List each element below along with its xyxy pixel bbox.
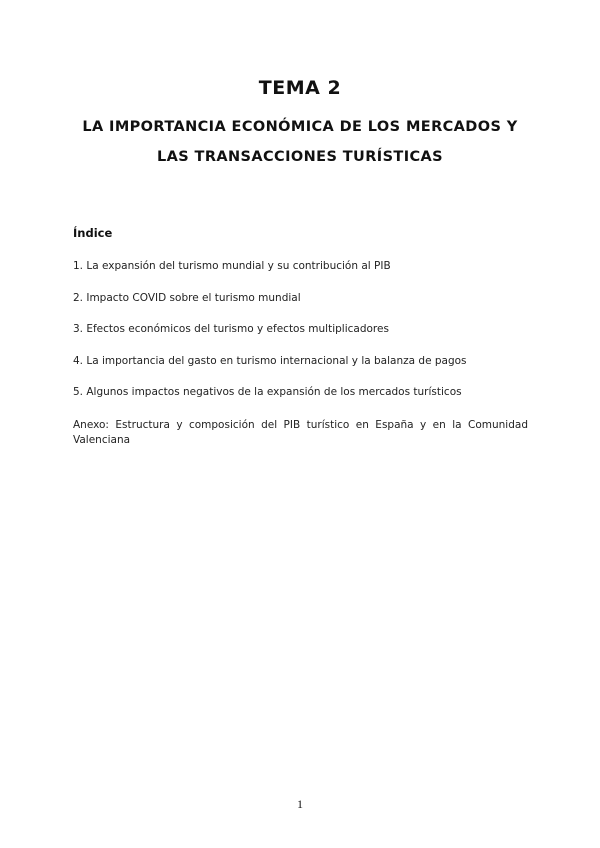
toc-item-2: 2. Impacto COVID sobre el turismo mundial	[73, 291, 301, 304]
chapter-subtitle	[0, 112, 600, 172]
table-of-contents	[73, 258, 528, 416]
subtitle-line-1: LA IMPORTANCIA ECONÓMICA DE LOS MERCADOS Y	[82, 119, 518, 135]
toc-item-5: 5. Algunos impactos negativos de la expansión de los mercados turísticos	[73, 386, 462, 398]
toc-annex-item: Anexo: Estructura y composición del PIB turístico en España y en la Comunidad Valenciana	[73, 419, 528, 446]
toc-item-1: 1. La expansión del turismo mundial y su contribución al PIB	[73, 260, 391, 272]
page-number: 1	[297, 797, 303, 811]
index-heading: Índice	[73, 226, 113, 240]
chapter-title: TEMA 2	[258, 77, 342, 99]
toc-item-4: 4. La importancia del gasto en turismo internacional y la balanza de pagos	[73, 354, 467, 367]
toc-item-3: 3. Efectos económicos del turismo y efectos multiplicadores	[73, 323, 389, 335]
subtitle-line-2: LAS TRANSACCIONES TURÍSTICAS	[156, 149, 444, 165]
